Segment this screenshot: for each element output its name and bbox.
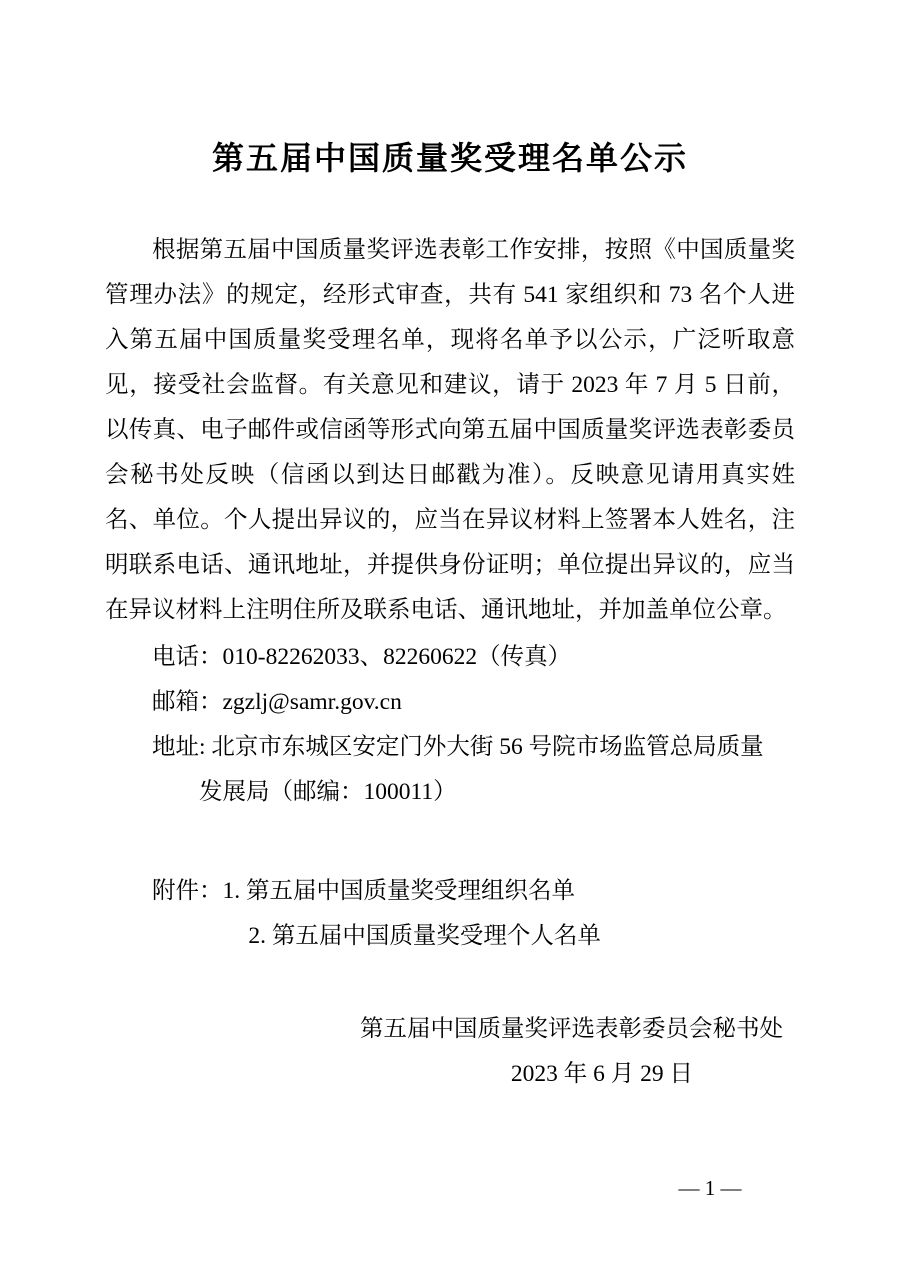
body-paragraph: 根据第五届中国质量奖评选表彰工作安排，按照《中国质量奖管理办法》的规定，经形式审查，共有 541 家组织和 73 名个人进入第五届中国质量奖受理名单，现将名单予以公示，广泛听取意见，接受社会监督。有关意见和建议，请于 2023 年 7 月 5 日前，以传真、电子邮件或信函等形式向第五届中国质量奖评选表彰委员会秘书处反映（信函以到达日邮戳为准）。反映意见请用真实姓名、单位。个人提出异议的，应当在异议材料上签署本人姓名，注明联系电话、通讯地址，并提供身份证明；单位提出异议的，应当在异议材料上注明住所及联系电话、通讯地址，并加盖单位公章。 bbox=[105, 236, 795, 623]
signature-date: 2023 年 6 月 29 日 bbox=[510, 1060, 693, 1087]
contact-phone: 电话：010-82262033、82260622（传真） bbox=[152, 643, 572, 670]
contact-info bbox=[105, 635, 795, 815]
signature-block bbox=[105, 1007, 795, 1097]
document-body bbox=[105, 228, 795, 633]
page-title: 第五届中国质量奖受理名单公示 bbox=[211, 140, 688, 176]
page-number: — 1 — bbox=[678, 1176, 742, 1200]
contact-email: 邮箱：zgzlj@samr.gov.cn bbox=[152, 688, 402, 715]
attachment-item-2: 2. 第五届中国质量奖受理个人名单 bbox=[248, 922, 601, 949]
attachment-item-1: 附件：1. 第五届中国质量奖受理组织名单 bbox=[152, 877, 575, 904]
contact-address-line-2: 发展局（邮编：100011） bbox=[199, 778, 457, 805]
signature-organization: 第五届中国质量奖评选表彰委员会秘书处 bbox=[360, 1015, 783, 1042]
attachment-list bbox=[105, 869, 795, 959]
contact-address-line-1: 地址: 北京市东城区安定门外大街 56 号院市场监管总局质量 bbox=[152, 733, 764, 760]
